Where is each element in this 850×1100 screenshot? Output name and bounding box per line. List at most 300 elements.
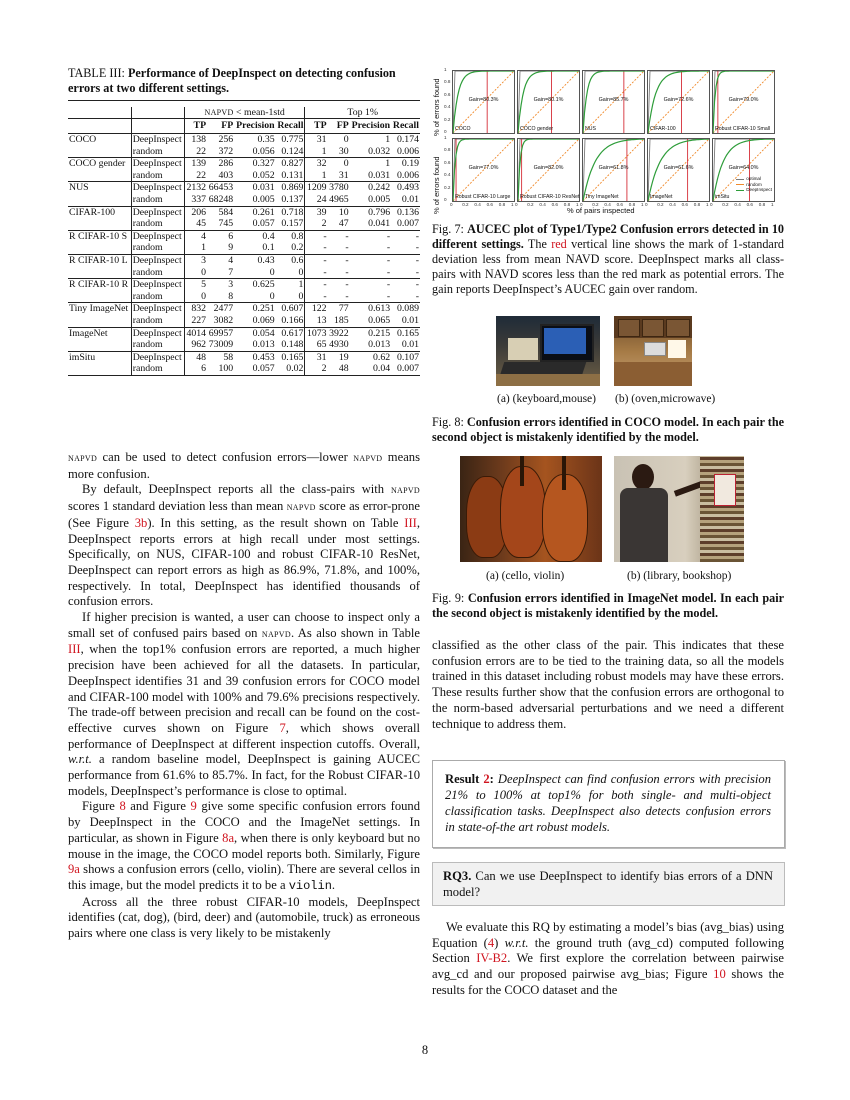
- y-tick: 0.4: [444, 172, 451, 178]
- table-cell: 0: [201, 290, 207, 302]
- paragraph: Figure 8 and Figure 9 give some specific confusion errors found by DeepInspect in the COCO and the ImageNet settings. In particular, as shown in Figure 8a, when there is only keyboard but no mouse in the image, the COCO model reports both. Similarly, Figure 9a shows a confusion errors (cello, violin). There are several cellos in this image, but the model predicts it to be a violin.: [68, 799, 421, 893]
- table-cell: 0.01: [401, 315, 419, 326]
- table-cell: 0.137: [276, 194, 305, 206]
- panel-title: Robust CIFAR-10 ResNet: [520, 194, 580, 200]
- y-tick: 0.6: [444, 91, 451, 97]
- table-cell-method: random: [131, 242, 184, 254]
- photo-keyboard-mouse: [496, 316, 600, 386]
- table-cell: 4965: [329, 194, 349, 206]
- aucec-panel: [452, 138, 515, 202]
- table-cell: 0.131: [276, 170, 305, 182]
- aucec-panel: [712, 70, 775, 134]
- table-cell-method: random: [131, 339, 184, 351]
- table-cell: 0.174: [391, 134, 420, 146]
- figure-link[interactable]: 8a: [222, 830, 235, 845]
- x-tick: 0.8: [498, 202, 506, 207]
- y-tick: 0.8: [444, 79, 451, 85]
- table-cell: -: [391, 255, 420, 267]
- table-row: [68, 170, 420, 182]
- table-row: [68, 206, 420, 218]
- y-tick: 1: [444, 67, 447, 72]
- x-tick: 0.6: [551, 202, 558, 207]
- table-link[interactable]: III: [68, 642, 81, 657]
- table-cell: -: [350, 255, 391, 267]
- table-row: [68, 267, 420, 279]
- table-cell: 30: [338, 145, 349, 157]
- table-cell: -: [391, 230, 420, 242]
- table-cell: 0.157: [276, 218, 305, 230]
- x-tick: 0.6: [746, 202, 753, 207]
- table-col-header: TP FP Precision Recall TP FP Precision Recall: [68, 119, 420, 134]
- table-cell: 47: [338, 218, 349, 230]
- table-cell: 1073: [305, 327, 328, 339]
- table-cell: 0.006: [396, 145, 419, 157]
- x-tick: 0.2: [657, 202, 664, 207]
- x-tick: 0.2: [592, 202, 599, 207]
- table-cell: 0: [328, 158, 350, 170]
- x-tick: 0: [645, 202, 648, 207]
- x-tick: 1: [706, 202, 709, 207]
- table-cell: 0.007: [396, 363, 419, 375]
- table-cell: 0.124: [276, 146, 305, 158]
- gain-label: Gain=64.0%: [728, 165, 759, 171]
- table-cell: 0.136: [391, 206, 420, 218]
- result-box: Result 2: DeepInspect can find confusion errors with precision 21% to 100% at top1% for both single- and multi-object classification tasks. DeepInspect also detects confusion errors in state-of-the art robust models.: [432, 760, 785, 848]
- table-cell: 48: [338, 363, 349, 375]
- x-tick: 1: [576, 202, 579, 207]
- table-cell: 337: [191, 194, 207, 206]
- table-cell: 1: [201, 242, 207, 254]
- table-cell-method: DeepInspect: [131, 351, 184, 363]
- x-tick: 0.8: [628, 202, 636, 207]
- table-cell: 0: [201, 266, 207, 278]
- fig9-sub-b: (b) (library, bookshop): [627, 570, 732, 582]
- table-cell-method: random: [131, 267, 184, 279]
- aucec-panel: [517, 138, 580, 202]
- table-cell: 22: [196, 169, 207, 181]
- table-cell-method: DeepInspect: [131, 327, 184, 339]
- table-cell: 0.251: [234, 303, 275, 315]
- fig9-sub-a: (a) (cello, violin): [486, 570, 565, 582]
- paragraph: classified as the other class of the pair. This indicates that these confusion errors are to be tied to the training data, so all the models trained in this dataset including robust models may have these errors. These results further show that the confusion errors are orthogonal to the norm-based adversarial perturbations and we need a different technique to address them.: [432, 638, 784, 731]
- x-tick: 1: [511, 202, 514, 207]
- table-cell: 3082: [213, 315, 234, 326]
- x-tick: 0.4: [604, 202, 611, 207]
- aucec-panel: [517, 70, 580, 134]
- table-cell: 1209: [305, 182, 328, 194]
- paragraph: napvd can be used to detect confusion errors—lower napvd means more confusion.: [68, 450, 420, 481]
- table-cell: 0.148: [276, 339, 305, 351]
- table-cell: 0: [328, 134, 350, 146]
- panel-title: NUS: [585, 126, 596, 132]
- x-tick: 0.6: [486, 202, 493, 207]
- table-cell: 0.031: [234, 182, 275, 194]
- table-cell-method: random: [131, 146, 184, 158]
- table-cell: 4: [207, 255, 234, 267]
- table-cell: 69957: [208, 327, 234, 339]
- table-cell: 0.613: [350, 303, 391, 315]
- table-cell: 0.607: [276, 303, 305, 315]
- paragraph: We evaluate this RQ by estimating a model’s bias (avg_bias) using Equation (4) w.r.t. the ground truth (avg_cd) computed following Section IV-B2. We first explore the correlation between pairwise avg_cd and our proposed pairwise avg_bias; Figure 10 shows the results for the COCO dataset and the: [432, 920, 784, 997]
- figure-link[interactable]: 9a: [68, 862, 80, 877]
- table-cell: 1: [350, 134, 391, 146]
- fig8-sub-a: (a) (keyboard,mouse): [497, 393, 596, 405]
- table-cell: 31: [305, 351, 328, 363]
- x-tick: 0.2: [527, 202, 534, 207]
- table-cell: 3780: [329, 182, 349, 194]
- x-tick: 0.6: [681, 202, 688, 207]
- gain-label: Gain=85.7%: [598, 97, 629, 103]
- table-cell: 65: [316, 339, 327, 351]
- table-cell: 0.107: [391, 351, 420, 363]
- gain-label: Gain=77.0%: [468, 165, 499, 171]
- table-row: [68, 255, 420, 267]
- figure-link[interactable]: 8: [119, 799, 126, 814]
- legend-label: DeepInspect: [746, 187, 772, 193]
- table-cell: 0.065: [368, 315, 391, 326]
- aucec-panel: [582, 138, 645, 202]
- table-row: [68, 339, 420, 351]
- legend-swatch: [736, 184, 744, 185]
- table-cell: 0.775: [276, 134, 305, 146]
- table-link[interactable]: III: [404, 515, 417, 530]
- table-cell-method: DeepInspect: [131, 182, 184, 194]
- table-cell: 0.19: [391, 158, 420, 170]
- table-row: [68, 134, 420, 146]
- table-cell: 3: [207, 279, 234, 291]
- table-cell: 24: [316, 194, 327, 206]
- panel-title: ImageNet: [650, 194, 673, 200]
- table-row: [68, 303, 420, 315]
- table-cell: 2477: [207, 303, 234, 315]
- table-cell: 22: [196, 145, 207, 157]
- x-tick: 0: [580, 202, 583, 207]
- x-tick: 0.4: [539, 202, 546, 207]
- table-cell: -: [345, 290, 349, 302]
- panel-title: Tiny ImageNet: [585, 194, 619, 200]
- table-cell: 0.453: [234, 351, 275, 363]
- table-cell: 1: [350, 158, 391, 170]
- table-cell: 0.056: [252, 145, 275, 157]
- table-row: [68, 315, 420, 327]
- table-cell: -: [328, 279, 350, 291]
- fig9-caption: Fig. 9: Confusion errors identified in ImageNet model. In each pair the second object is mistakenly identified by the model.: [432, 591, 785, 620]
- table-cell: 0.827: [276, 158, 305, 170]
- table-cell: 0.005: [252, 194, 275, 206]
- x-tick: 0.8: [758, 202, 766, 207]
- table-cell: 0.165: [276, 351, 305, 363]
- result-number: 2: [483, 772, 490, 786]
- table-cell: 9: [228, 242, 234, 254]
- table-cell: 13: [316, 315, 327, 326]
- table-cell: -: [350, 279, 391, 291]
- legend-swatch: [736, 179, 744, 180]
- table-cell: 0.8: [276, 230, 305, 242]
- figure-link[interactable]: 10: [713, 967, 726, 982]
- table-row: [68, 230, 420, 242]
- section-link[interactable]: IV-B2: [476, 951, 508, 966]
- table-cell-method: random: [131, 218, 184, 230]
- table-cell: -: [391, 279, 420, 291]
- table-cell: 2132: [184, 182, 207, 194]
- table-cell: 122: [305, 303, 328, 315]
- table-cell: 77: [328, 303, 350, 315]
- table-cell: 0.041: [368, 218, 391, 230]
- y-tick: 0.2: [444, 184, 451, 190]
- table-cell: 4930: [329, 339, 349, 351]
- table-cell: 1: [321, 169, 327, 181]
- fig7-caption: Fig. 7: AUCEC plot of Type1/Type2 Confusion errors detected in 10 different settings. The red vertical line shows the mark of 1-standard deviation less from mean NAVD score. DeepInspect marks all class-pairs with NAVD scores less than the red mark as potential errors. The gain reports DeepInspect’s AUCEC gain over random.: [432, 222, 785, 296]
- table-cell: 0.089: [391, 303, 420, 315]
- x-tick: 0.8: [693, 202, 701, 207]
- panel-title: COCO gender: [520, 126, 554, 132]
- table-cell: 0.1: [262, 242, 275, 254]
- table-cell-dataset: R CIFAR-10 S: [68, 230, 131, 242]
- table-cell: -: [345, 242, 349, 254]
- table-cell: 0.057: [252, 218, 275, 230]
- table-row: [68, 351, 420, 363]
- x-tick: 0.4: [734, 202, 741, 207]
- table-cell-dataset: imSitu: [68, 351, 131, 363]
- photo-cello-violin: [460, 456, 602, 562]
- table-cell: 0.617: [276, 327, 305, 339]
- table-cell: 0.4: [234, 230, 275, 242]
- table-cell: 0.007: [396, 218, 419, 230]
- table-cell-dataset: COCO: [68, 134, 131, 146]
- table-cell: 58: [207, 351, 234, 363]
- table-cell: 138: [184, 134, 207, 146]
- right-column-text-2: [432, 920, 784, 999]
- table-cell: 31: [338, 169, 349, 181]
- table-cell: 0.166: [276, 315, 305, 327]
- left-column-text: [68, 450, 420, 942]
- panel-title: Robust CIFAR-10 Small: [715, 126, 771, 132]
- table-cell: 962: [191, 339, 207, 351]
- table-cell: 0.165: [391, 327, 420, 339]
- x-tick: 0: [515, 202, 518, 207]
- table-cell: 0.215: [350, 327, 391, 339]
- table-cell-dataset: NUS: [68, 182, 131, 194]
- table-cell: 0.261: [234, 206, 275, 218]
- aucec-panel: [712, 138, 775, 202]
- table-cell: 0.493: [391, 182, 420, 194]
- table-cell: 0.35: [234, 134, 275, 146]
- table-cell: 0.62: [350, 351, 391, 363]
- fig8-caption: Fig. 8: Confusion errors identified in COCO model. In each pair the second object is mistakenly identified by the model.: [432, 415, 785, 444]
- table-cell-method: random: [131, 315, 184, 327]
- table-row: [68, 194, 420, 206]
- x-tick: 0.4: [474, 202, 481, 207]
- table-cell: 45: [196, 218, 207, 230]
- figure-link[interactable]: 9: [190, 799, 197, 814]
- table-cell: 0.02: [276, 363, 305, 375]
- table-row: [68, 327, 420, 339]
- legend-swatch: [736, 190, 744, 191]
- table-cell: 0.242: [350, 182, 391, 194]
- figure-link[interactable]: 7: [279, 720, 286, 735]
- table-cell: 5: [184, 279, 207, 291]
- table-cell: 100: [218, 363, 234, 375]
- table-cell-dataset: COCO gender: [68, 158, 131, 170]
- table-cell: 6: [201, 363, 207, 375]
- paragraph: If higher precision is wanted, a user can choose to inspect only a small set of confused pairs based on napvd. As also shown in Table III, when the top1% confusion errors are reported, a much higher precision have been achieved for all the datasets. In particular, DeepInspect identifies 31 and 39 confusion errors for COCO model and CIFAR-100 model with 100% and 79.6% precisions respectively. The trade-off between precision and recall can be found on the cost-effective curves shown on Figure 7, which shows overall performance of DeepInspect at different inspection cutoffs. Overall, w.r.t. a random baseline model, DeepInspect is gaining AUCEC performance from 61.6% to 85.7%. In fact, for the Robust CIFAR-10 models, DeepInspect’s performance is close to optimal.: [68, 610, 420, 798]
- table-group-header: napvd < mean-1std Top 1%: [68, 107, 420, 119]
- gain-label: Gain=61.8%: [598, 165, 629, 171]
- table-cell: 73009: [208, 339, 234, 351]
- table-cell-method: DeepInspect: [131, 303, 184, 315]
- table-cell: 0.327: [234, 158, 275, 170]
- table-cell-method: DeepInspect: [131, 255, 184, 267]
- table-cell: 0.625: [234, 279, 275, 291]
- figure-7: [432, 66, 782, 218]
- table-rule: [68, 375, 420, 377]
- fig8-sub-b: (b) (oven,microwave): [615, 393, 716, 405]
- table-cell: 0.057: [252, 363, 275, 375]
- table-row: [68, 242, 420, 254]
- aucec-panel: [582, 70, 645, 134]
- table-cell: 0: [269, 266, 275, 278]
- table-cell: 48: [184, 351, 207, 363]
- panel-title: COCO: [455, 126, 471, 132]
- table-cell: 139: [184, 158, 207, 170]
- table-cell: 2: [321, 363, 327, 375]
- table-cell: 0: [269, 290, 275, 302]
- legend-item: [736, 187, 772, 193]
- legend: [736, 176, 772, 193]
- panel-title: Robust CIFAR-10 Large: [455, 194, 511, 200]
- aucec-panel: [647, 70, 710, 134]
- table-cell-method: random: [131, 194, 184, 206]
- table-cell: 1: [276, 279, 305, 291]
- table-cell: 3: [184, 255, 207, 267]
- aucec-panel: [647, 138, 710, 202]
- table-cell-method: DeepInspect: [131, 206, 184, 218]
- table-cell: 8: [228, 290, 234, 302]
- y-tick: 0.2: [444, 116, 451, 122]
- gain-label: Gain=80.1%: [533, 97, 564, 103]
- legend-label: optimal: [746, 176, 762, 182]
- table-cell: -: [323, 242, 327, 254]
- x-axis-label: % of pairs inspected: [567, 206, 635, 215]
- table-cell: 0.869: [276, 182, 305, 194]
- table-cell-dataset: R CIFAR-10 R: [68, 279, 131, 291]
- table-cell: 0.718: [276, 206, 305, 218]
- paragraph: By default, DeepInspect reports all the class-pairs with napvd scores 1 standard deviation less than mean napvd score as error-prone (See Figure 3b). In this setting, as the result shown on Table III, DeepInspect reports errors at high recall under most settings. Specifically, on NUS, CIFAR-100 and robust CIFAR-10 ResNet, DeepInspect can report errors as high as 86.9%, 71.8%, and 100%, respectively. In total, DeepInspect has identified thousands of confusion errors.: [68, 482, 421, 609]
- photo-library-bookshop: [614, 456, 744, 562]
- table-cell: 4: [184, 230, 207, 242]
- table-cell: -: [415, 266, 419, 278]
- table-cell: 403: [218, 169, 234, 181]
- table-row: [68, 279, 420, 291]
- table-cell: 0.796: [350, 206, 391, 218]
- table-cell: 1: [321, 145, 327, 157]
- table-cell: -: [345, 266, 349, 278]
- table-row: [68, 291, 420, 303]
- table-cell-method: random: [131, 170, 184, 182]
- table-row: [68, 158, 420, 170]
- table-cell: 0.069: [252, 315, 275, 326]
- table-cell-method: random: [131, 363, 184, 375]
- table-cell: 832: [184, 303, 207, 315]
- table-cell: 256: [207, 134, 234, 146]
- table-row: [68, 363, 420, 375]
- equation-link[interactable]: 4: [487, 935, 495, 950]
- table-cell: -: [386, 290, 391, 302]
- aucec-panel: [452, 70, 515, 134]
- table-cell: 372: [218, 145, 234, 157]
- table-cell: -: [350, 230, 391, 242]
- table-cell: 32: [305, 158, 328, 170]
- x-tick: 0.8: [563, 202, 571, 207]
- y-tick: 0.4: [444, 104, 451, 110]
- table-row: [68, 146, 420, 158]
- table-cell-dataset: Tiny ImageNet: [68, 303, 131, 315]
- panel-title: imSitu: [715, 194, 730, 200]
- table-cell: 0.6: [276, 255, 305, 267]
- table-cell: 0.052: [252, 169, 275, 181]
- x-tick: 0.2: [462, 202, 469, 207]
- table-row: [68, 182, 420, 194]
- y-tick: 0: [444, 197, 447, 202]
- rq-box: RQ3. Can we use DeepInspect to identify bias errors of a DNN model?: [432, 862, 785, 906]
- table-cell: 0.005: [368, 194, 391, 206]
- table-cell: -: [328, 230, 350, 242]
- paragraph: Across all the three robust CIFAR-10 models, DeepInspect identifies (cat, dog), (bird, deer) and (automobile, truck) as erroneous pairs where one class is very likely to be mistakenly: [68, 894, 420, 941]
- figure-link[interactable]: 3b: [134, 515, 148, 530]
- table-cell-dataset: R CIFAR-10 L: [68, 255, 131, 267]
- table-cell: -: [305, 279, 328, 291]
- table-cell: 31: [305, 134, 328, 146]
- table-cell-method: DeepInspect: [131, 158, 184, 170]
- table-cell: 6: [207, 230, 234, 242]
- table-caption: TABLE III: Performance of DeepInspect on detecting confusion errors at two different settings.: [68, 66, 396, 95]
- gain-label: Gain=61.6%: [663, 165, 694, 171]
- x-tick: 0.4: [669, 202, 676, 207]
- table-cell: 0.2: [276, 242, 305, 254]
- table-cell-dataset: CIFAR-100: [68, 206, 131, 218]
- table-cell: -: [415, 290, 419, 302]
- gain-label: Gain=72.6%: [663, 97, 694, 103]
- table-cell: 0.01: [401, 339, 419, 351]
- table-cell: 0.032: [368, 145, 391, 157]
- table-cell: -: [328, 255, 350, 267]
- table-cell: 206: [184, 206, 207, 218]
- panel-title: CIFAR-100: [650, 126, 676, 132]
- table-cell: -: [305, 230, 328, 242]
- table-cell: 745: [218, 218, 234, 230]
- table-row: [68, 218, 420, 230]
- table-cell-method: DeepInspect: [131, 134, 184, 146]
- x-tick: 0: [450, 202, 453, 207]
- gain-label: Gain=80.3%: [468, 97, 499, 103]
- table-cell: 0.013: [368, 339, 391, 351]
- photo-oven-microwave: [614, 316, 692, 386]
- y-tick: 0.6: [444, 159, 451, 165]
- table-cell: 4014: [184, 327, 207, 339]
- table-cell: 0.01: [401, 194, 419, 206]
- y-axis-label: % of errors found: [432, 78, 441, 136]
- table-cell-method: DeepInspect: [131, 230, 184, 242]
- table-cell: 0.031: [368, 169, 391, 181]
- table-cell: 19: [328, 351, 350, 363]
- table-cell: 0: [276, 291, 305, 303]
- table-cell: 0.43: [234, 255, 275, 267]
- x-tick: 1: [771, 202, 774, 207]
- table-cell: -: [386, 266, 391, 278]
- table-cell: 0.04: [372, 363, 391, 375]
- legend-label: random: [746, 181, 762, 187]
- right-column-text: [432, 638, 784, 732]
